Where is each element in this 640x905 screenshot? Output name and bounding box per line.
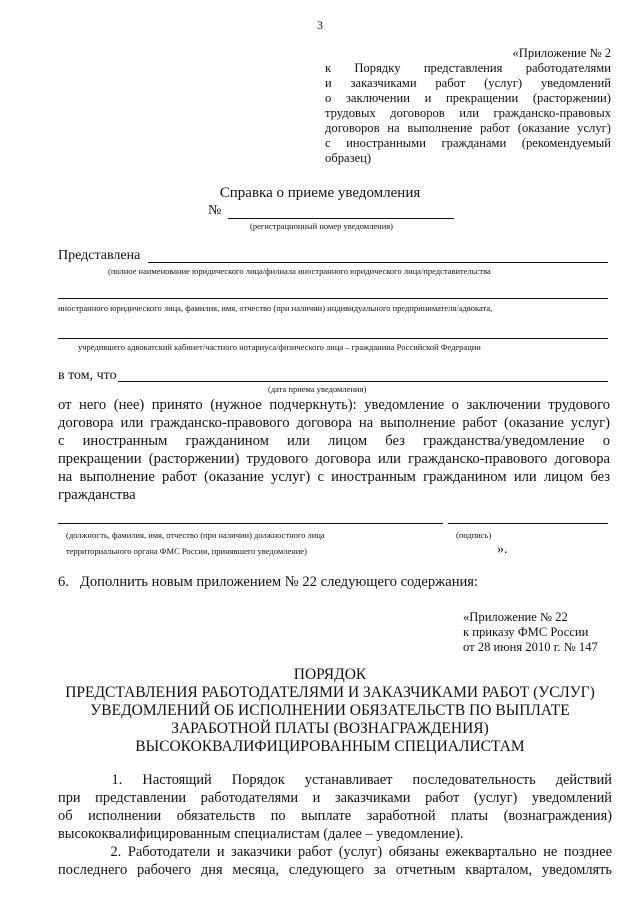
appendix-2-line: с иностранными гражданами (рекомендуемый (325, 136, 611, 150)
procedure-body-line: 2. Работодатели и заказчики работ (услуг) обязаны ежеквартально не позднее (58, 844, 612, 860)
procedure-body (58, 771, 612, 879)
certificate-title: Справка о приеме уведомления (219, 185, 421, 201)
appendix-22-line: «Приложение № 22 (463, 610, 568, 624)
procedure-body-line: об исполнении обязательств по выплате заработной платы (вознаграждения) (58, 808, 612, 824)
procedure-heading-line: ПОРЯДОК (293, 666, 367, 683)
procedure-body-line: высококвалифицированным специалистам (далее – уведомление). (58, 826, 464, 842)
appendix-2-header (325, 46, 611, 166)
presented-label: Представлена (58, 248, 141, 263)
procedure-body-line: 1. Настоящий Порядок устанавливает последовательность действий (58, 772, 612, 788)
appendix-2-line: и заказчиками работ (услуг) уведомлений (325, 76, 611, 90)
certificate-text-line: гражданства (58, 487, 136, 503)
signature-caption: (подпись) (456, 530, 492, 540)
page-number: 3 (317, 18, 323, 32)
appendix-2-line: «Приложение № 2 (512, 46, 611, 60)
appendix-2-line: о заключении и прекращении (расторжении) (325, 91, 611, 105)
procedure-heading-line: ЗАРАБОТНОЙ ПЛАТЫ (ВОЗНАГРАЖДЕНИЯ) (171, 720, 489, 737)
signature-line (448, 523, 608, 524)
date-line (118, 381, 608, 382)
appendix-22-line: от 28 июня 2010 г. № 147 (463, 640, 598, 654)
procedure-body-line: последнего рабочего дня месяца, следующего за отчетным кварталом, уведомлять (58, 862, 612, 878)
presented-caption-1: (полное наименование юридического лица/филиала иностранного юридического лица/представительства (108, 266, 491, 276)
certificate-text-line: с иностранным гражданином или лицом без гражданства/уведомление о (58, 433, 610, 449)
procedure-heading (30, 666, 630, 756)
presented-caption-2: иностранного юридического лица, фамилия, имя, отчество (при наличии) индивидуального предпринимателя/адвоката, (58, 303, 493, 313)
certificate-text-line: от него (нее) принято (нужное подчеркнуть): уведомление о заключении трудового (58, 397, 610, 413)
certificate-text (58, 396, 610, 504)
closing-quote: ». (497, 542, 508, 557)
certificate-text-line: прекращении (расторжении) трудового договора или гражданско-правового договора (58, 451, 610, 467)
procedure-heading-line: УВЕДОМЛЕНИЙ ОБ ИСПОЛНЕНИИ ОБЯЗАТЕЛЬСТВ ПО ВЫПЛАТЕ (90, 702, 570, 719)
procedure-heading-line: ПРЕДСТАВЛЕНИЯ РАБОТОДАТЕЛЯМИ И ЗАКАЗЧИКАМИ РАБОТ (УСЛУГ) (65, 684, 595, 701)
presented-caption-3: учредившего адвокатский кабинет/частного нотариуса/физического лица – гражданина Российской Федерации (78, 342, 481, 352)
appendix-22-header (463, 610, 598, 655)
reg-number-line (228, 218, 454, 219)
official-caption-2: территориального органа ФМС России, принявшего уведомление) (66, 546, 307, 556)
official-line (58, 523, 443, 524)
reg-number-caption: (регистрационный номер уведомления) (250, 221, 394, 231)
date-caption: (дата приема уведомления) (268, 384, 367, 394)
item-6: 6. Дополнить новым приложением № 22 следующего содержания: (58, 574, 479, 590)
presented-line-2 (58, 298, 608, 299)
appendix-2-line: договоров на выполнение работ (оказание услуг) (325, 121, 611, 135)
official-caption-1: (должность, фамилия, имя, отчество (при наличии) должностного лица (66, 530, 325, 540)
presented-line (148, 262, 608, 263)
number-sign: № (208, 203, 222, 218)
presented-line-3 (58, 338, 608, 339)
appendix-2-line: трудовых договоров или гражданско-правовых (325, 106, 611, 120)
certificate-text-line: на выполнение работ (оказание услуг) с иностранным гражданином или лицом без (58, 469, 610, 485)
appendix-2-line: к Порядку представления работодателями (325, 61, 611, 75)
procedure-body-line: при представлении работодателями и заказчиками работ (услуг) уведомлений (58, 790, 612, 806)
appendix-2-line: образец) (325, 151, 372, 165)
in-that-label: в том, что (58, 368, 117, 383)
certificate-text-line: договора или гражданско-правового договора на выполнение работ (оказание услуг) (58, 415, 610, 431)
procedure-heading-line: ВЫСОКОКВАЛИФИЦИРОВАННЫМ СПЕЦИАЛИСТАМ (135, 738, 525, 755)
appendix-22-line: к приказу ФМС России (463, 625, 589, 639)
